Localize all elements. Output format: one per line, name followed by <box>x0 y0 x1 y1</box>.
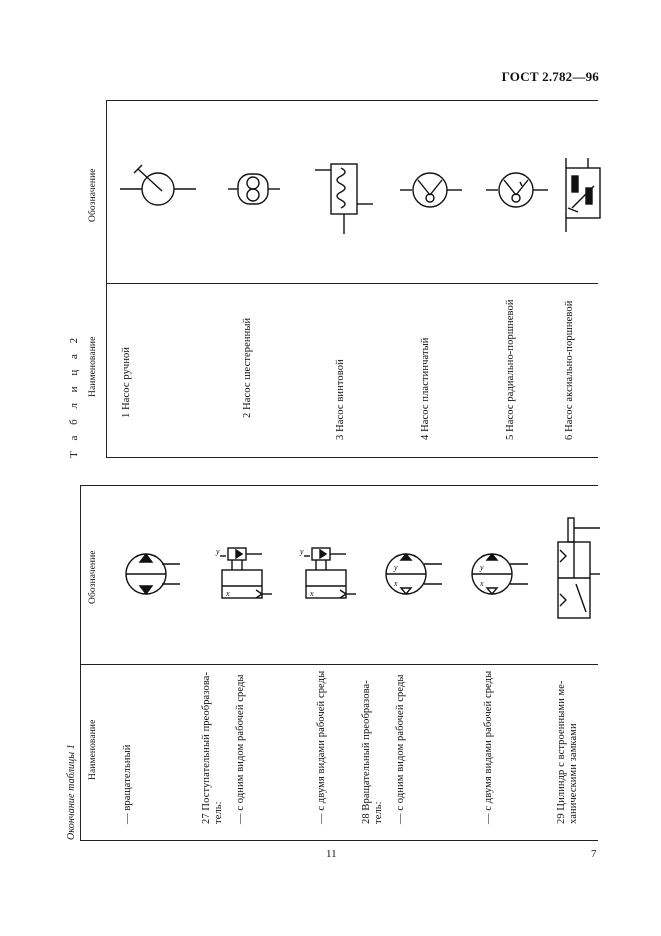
linear-converter-one-medium-icon <box>212 544 276 608</box>
table-1-row-27-line2: тель: <box>213 801 224 824</box>
table-2-row-1-name: 1 Насос ручной <box>121 346 132 418</box>
page-number-right: 7 <box>591 848 597 860</box>
manual-pump-icon <box>120 165 200 215</box>
screw-pump-icon <box>315 160 375 240</box>
table-1-row-28-line2: тель: <box>373 801 384 824</box>
svg-text:y: y <box>300 547 304 556</box>
table-1-row-28-line3: — с одним видом рабочей среды <box>395 674 406 824</box>
svg-text:x: x <box>310 589 314 598</box>
svg-text:y: y <box>394 563 398 572</box>
svg-text:y: y <box>480 563 484 572</box>
table-1-row-28b: — с двумя видами рабочей среды <box>483 670 494 824</box>
table-1-row-27b: — с двумя видами рабочей среды <box>316 670 327 824</box>
table-1-row-29-line1: 29 Цилиндр с встроенными ме- <box>556 680 567 824</box>
table-1-row-27-line3: — с одним видом рабочей среды <box>235 674 246 824</box>
table-1-row-27-line1: 27 Поступательный преобразова- <box>201 671 212 824</box>
rotary-converter-icon <box>118 548 182 604</box>
table-1-row-rotary: — вращательный <box>122 744 133 824</box>
table-1-header-symbol: Обозначение <box>88 550 98 604</box>
standard-number: ГОСТ 2.782—96 <box>501 69 599 84</box>
table-2-row-3-name: 3 Насос винтовой <box>335 359 346 440</box>
gear-pump-icon <box>228 170 282 210</box>
table-1-row-29-line2: ханическими замками <box>568 723 579 824</box>
svg-text:x: x <box>226 589 230 598</box>
table-2-row-4-name: 4 Насос пластинчатый <box>420 337 431 440</box>
rotary-converter-two-media-icon <box>466 548 530 604</box>
table-2-row-6-name: 6 Насос аксиально-поршневой <box>564 300 575 440</box>
linear-converter-two-media-icon <box>296 544 360 608</box>
table-2-row-2-name: 2 Насос шестеренный <box>242 317 253 418</box>
axial-piston-pump-icon <box>560 152 610 242</box>
table-1-caption: Окончание таблицы 1 <box>66 744 77 840</box>
table-2-caption: Т а б л и ц а 2 <box>68 333 80 458</box>
table-2-row-5-name: 5 Насос радиально-поршневой <box>505 299 516 440</box>
svg-text:y: y <box>216 547 220 556</box>
table-1-row-28-line1: 28 Вращательный преобразова- <box>361 680 372 824</box>
svg-text:x: x <box>394 579 398 588</box>
table-2-header-symbol: Обозначение <box>88 168 98 222</box>
radial-piston-pump-icon <box>486 170 550 214</box>
cylinder-mechanical-locks-icon <box>552 514 608 624</box>
svg-text:x: x <box>480 579 484 588</box>
rotary-converter-one-medium-icon <box>380 548 444 604</box>
table-1-header-name: Наименование <box>88 719 98 780</box>
vane-pump-icon <box>400 170 464 214</box>
page-number-left: 11 <box>326 848 337 860</box>
table-2-header-name: Наименование <box>88 336 98 397</box>
